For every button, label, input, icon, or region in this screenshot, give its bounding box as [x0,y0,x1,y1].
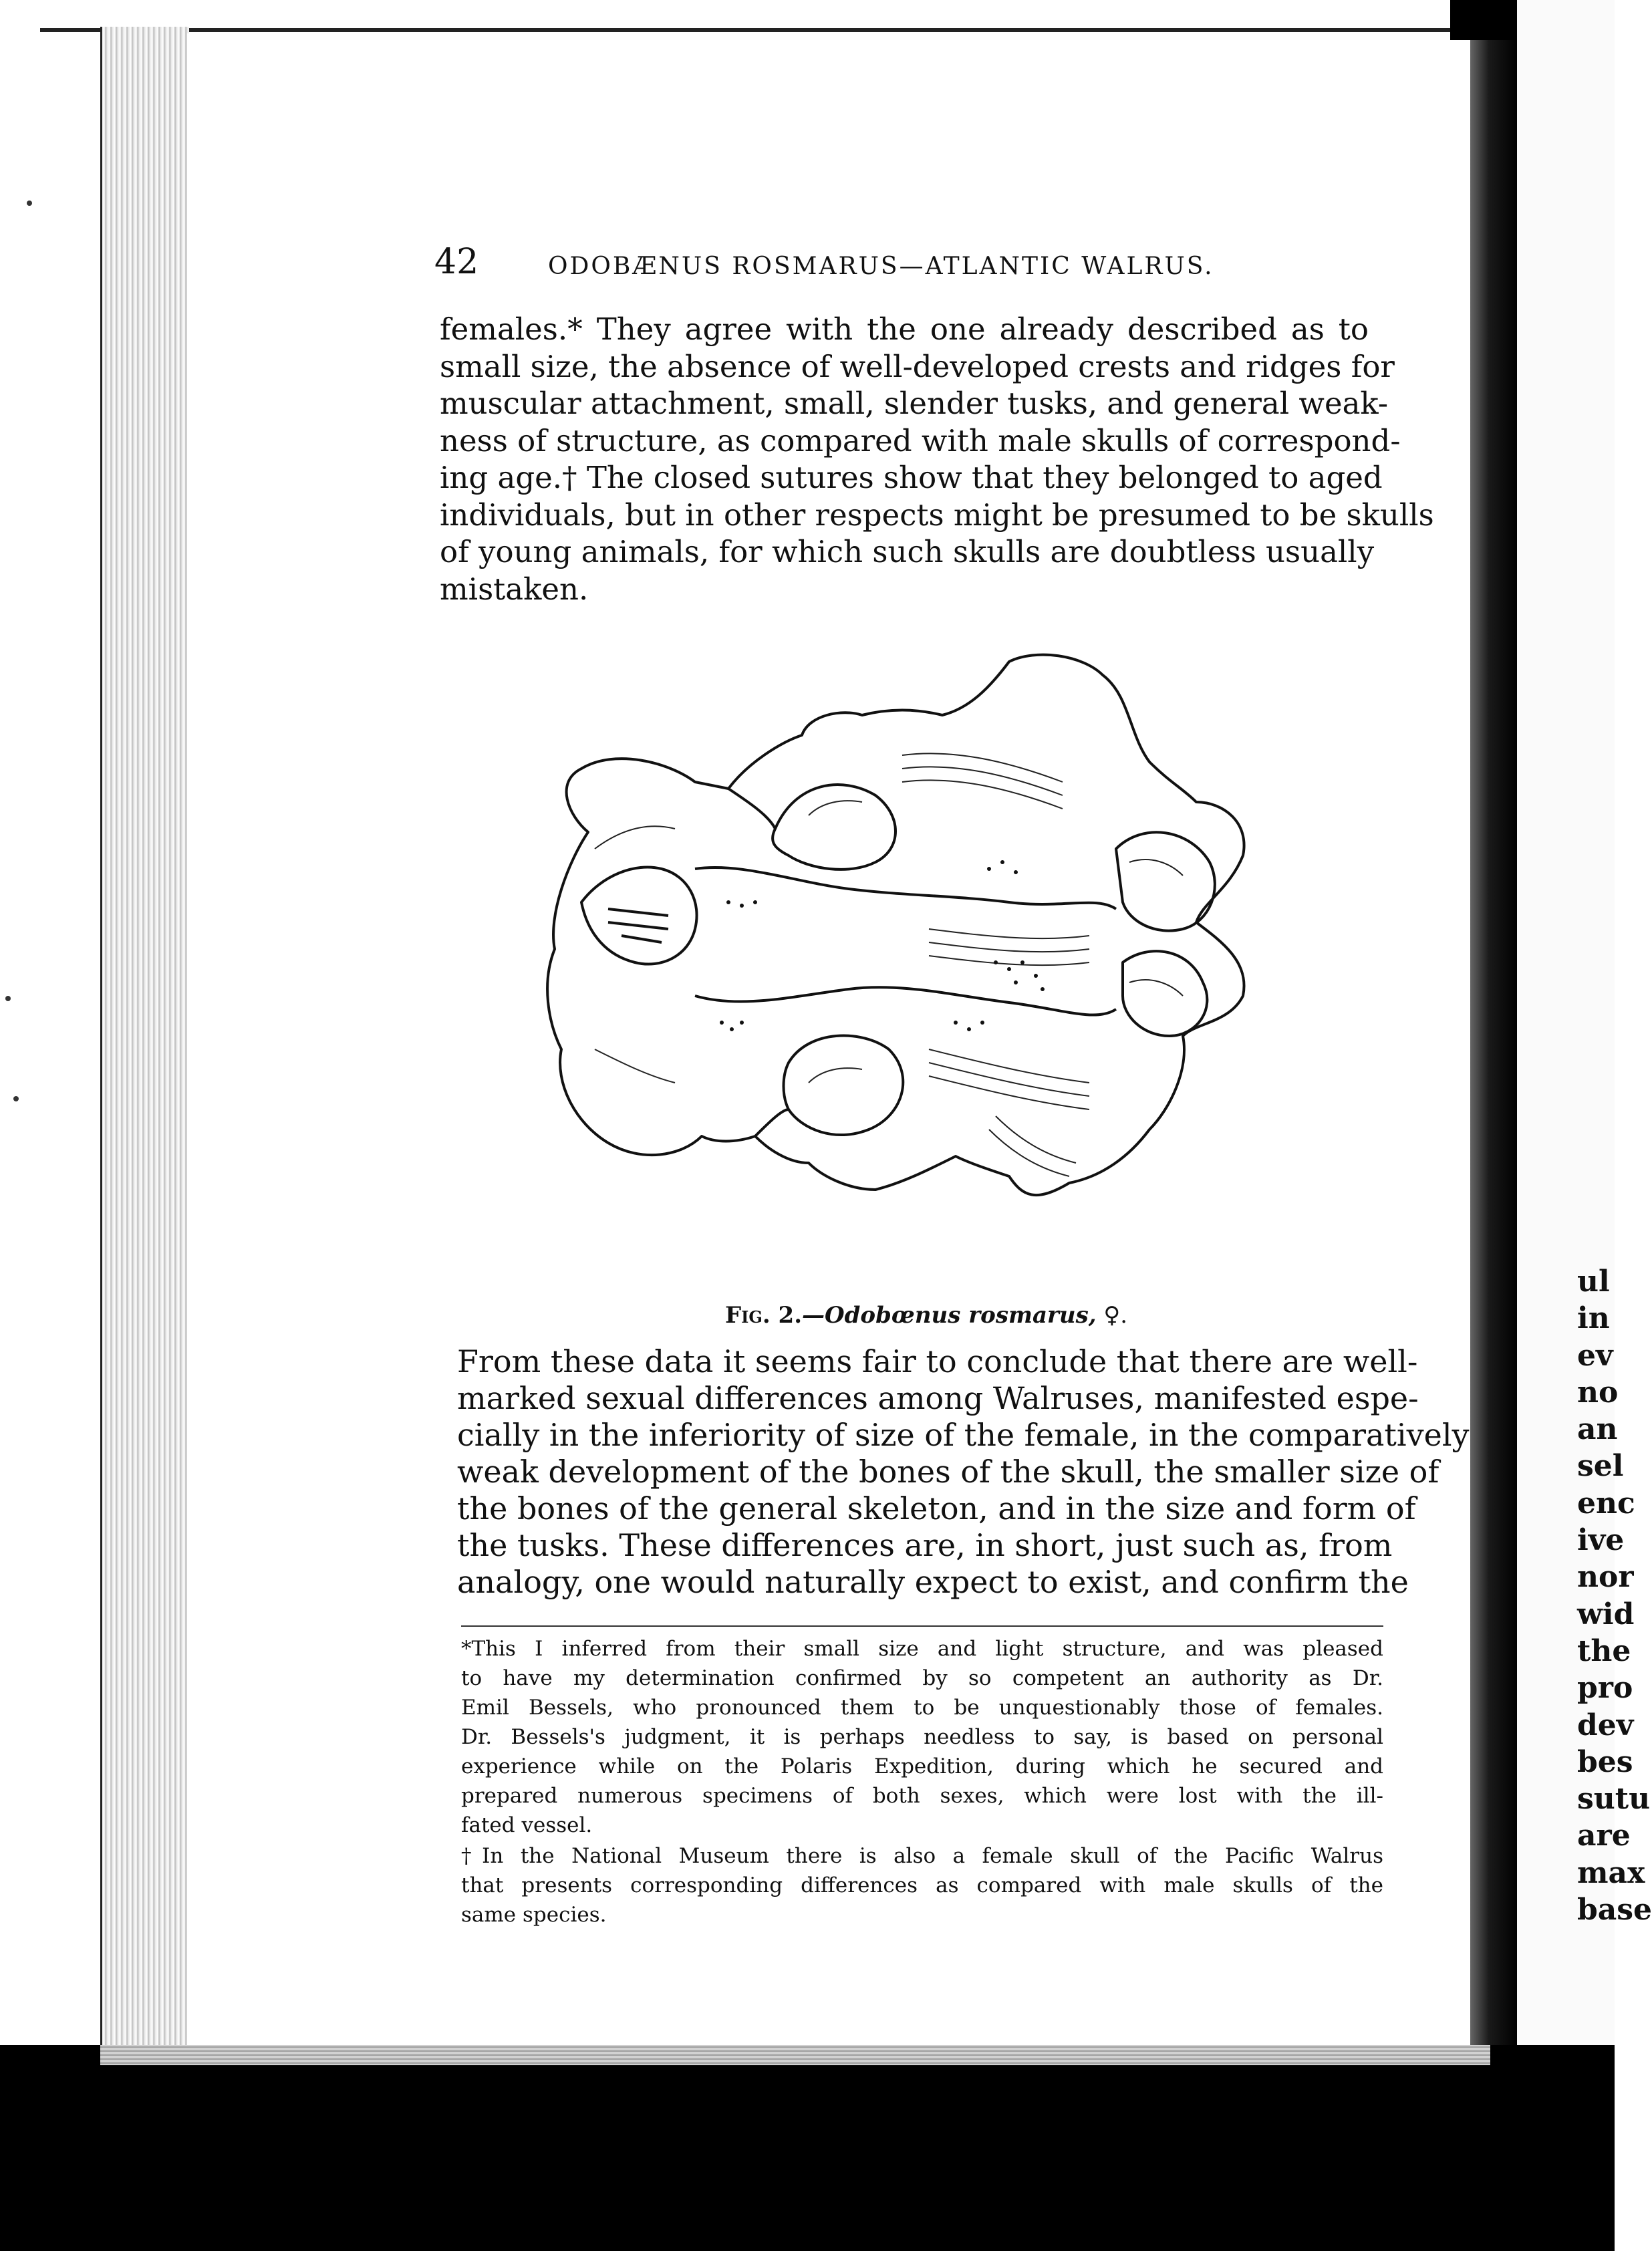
facing-fragment: base [1577,1893,1652,1928]
text-line: individuals, but in other respects might be presumed to be skulls [440,497,1434,533]
facing-fragment: nor [1577,1560,1634,1595]
facing-fragment: in [1577,1301,1610,1336]
text-line: the tusks. These differences are, in short, just such as, from [457,1527,1393,1563]
paragraph-bottom [457,1343,1470,1601]
facing-fragment: the [1577,1633,1631,1668]
text-line: of young animals, for which such skulls are doubtless usually [440,534,1375,569]
scan-speck [27,201,32,206]
footnote-line: Dr. Bessels's judgment, it is perhaps needless to say, is based on personal [461,1725,1383,1749]
facing-fragment: wid [1577,1597,1635,1631]
text-line: females.* They agree with the one already described as to [440,311,1369,347]
footnote-line: to have my determination confirmed by so competent an authority as Dr. [461,1666,1383,1690]
footnote-line: experience while on the Polaris Expedition, during which he secured and [461,1754,1383,1778]
facing-fragment: an [1577,1412,1618,1447]
footnote-asterisk [461,1634,1383,1840]
facing-fragment: sel [1577,1449,1624,1484]
running-title: ODOBÆNUS ROSMARUS—ATLANTIC WALRUS. [548,253,1214,280]
facing-fragment: bes [1577,1744,1633,1779]
facing-fragment: ev [1577,1338,1613,1373]
footnote-line: that presents corresponding differences as compared with male skulls of the [461,1873,1383,1897]
footnote-line: †In the National Museum there is also a female skull of the Pacific Walrus [461,1844,1383,1868]
footnote-line: Emil Bessels, who pronounced them to be unquestionably those of females. [461,1696,1383,1720]
female-symbol: ♀. [1103,1302,1128,1329]
text-line: small size, the absence of well-developed crests and ridges for [440,348,1395,384]
footnotes [461,1634,1383,1930]
footnote-line: fated vessel. [461,1813,593,1837]
page-number: 42 [434,242,479,282]
facing-page-text [1577,1263,1652,1928]
scan-speck [13,1096,19,1101]
scan-speck [5,996,11,1001]
book-gutter [1470,40,1517,2059]
footnote-dagger [461,1841,1383,1930]
paragraph-top [440,311,1434,608]
text-line: the bones of the general skeleton, and in the size and form of [457,1490,1416,1527]
footnote-line: *This I inferred from their small size and light structure, and was pleased [461,1637,1383,1661]
text-line: marked sexual differences among Walruses, manifested espe- [457,1380,1419,1416]
text-line: From these data it seems fair to conclude that there are well- [457,1343,1418,1379]
figure-species: —Odobœnus rosmarus, [802,1302,1097,1329]
book-page-edges [100,27,189,2059]
facing-fragment: dev [1577,1708,1634,1742]
footnote-rule [461,1625,1383,1627]
figure-label: Fig. 2. [725,1302,803,1329]
text-line: mistaken. [440,571,589,607]
facing-fragment: are [1577,1819,1631,1853]
text-line: analogy, one would naturally expect to exist, and confirm the [457,1564,1409,1600]
text-line: muscular attachment, small, slender tusks, and general weak- [440,386,1389,421]
text-line: weak development of the bones of the skull, the smaller size of [457,1454,1439,1490]
figure-caption [725,1302,1127,1329]
facing-fragment: ive [1577,1523,1625,1558]
walrus-skull-illustration [528,648,1317,1250]
text-line: ness of structure, as compared with male skulls of correspond- [440,422,1401,458]
footnote-line: same species. [461,1903,607,1927]
facing-fragment: pro [1577,1671,1633,1706]
facing-fragment: sutu [1577,1782,1651,1817]
facing-fragment: max [1577,1855,1645,1890]
facing-fragment: ul [1577,1265,1610,1299]
footnote-line: prepared numerous specimens of both sexes, which were lost with the ill- [461,1784,1383,1808]
facing-fragment: no [1577,1375,1619,1410]
book-top-edge [40,28,1484,32]
facing-fragment: enc [1577,1486,1635,1520]
text-line: cially in the inferiority of size of the female, in the comparatively [457,1417,1470,1453]
text-line: ing age.† The closed sutures show that they belonged to aged [440,460,1383,495]
scan-bottom-edge [0,2045,1615,2251]
